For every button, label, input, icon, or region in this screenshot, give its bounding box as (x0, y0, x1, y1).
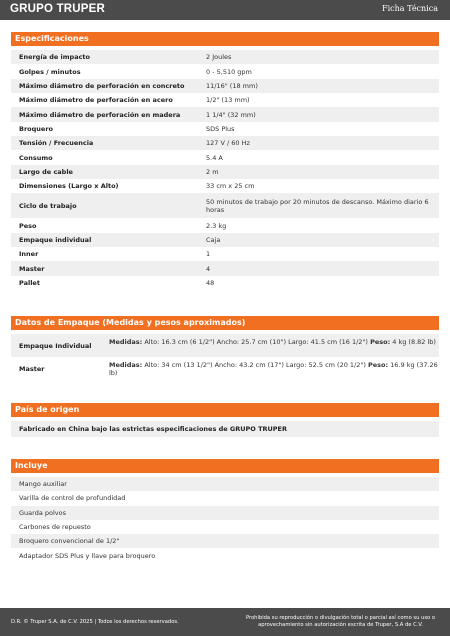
spec-row (11, 107, 439, 121)
includes-item (11, 534, 439, 548)
document-title: Ficha Técnica (382, 4, 438, 13)
spec-value: 48 (206, 278, 215, 287)
packaging-value (103, 357, 439, 380)
spec-label: Largo de cable (19, 167, 73, 176)
medidas-label: Medidas: (109, 337, 143, 346)
includes-item (11, 520, 439, 534)
spec-row (11, 122, 439, 136)
spec-row (11, 247, 439, 261)
peso-label: Peso: (370, 337, 391, 346)
spec-value: 0 - 5,510 gpm (206, 67, 252, 76)
origin-heading: País de origen (11, 403, 439, 417)
spec-label: Golpes / minutos (19, 67, 81, 76)
packaging-row (11, 334, 439, 357)
spec-label: Pallet (19, 278, 40, 287)
specifications-section (11, 32, 439, 290)
packaging-label: Empaque Individual (19, 341, 92, 350)
footer-bar (0, 608, 450, 636)
includes-item (11, 506, 439, 520)
peso-value: 16.9 kg (37.26 lb) (109, 360, 438, 377)
packaging-value (103, 334, 439, 357)
spec-row (11, 150, 439, 164)
spec-row (11, 165, 439, 179)
spec-label: Tensión / Frecuencia (19, 139, 94, 148)
brand-logo: GRUPO TRUPER (10, 3, 106, 15)
spec-value: 2 Joules (206, 53, 232, 62)
spec-value: SDS Plus (206, 124, 235, 133)
copyright-text: D.R. © Truper S.A. de C.V. 2025 | Todos los derechos reservados. (11, 619, 179, 625)
spec-label: Peso (19, 221, 37, 230)
includes-item-label: Broquero convencional de 1/2" (19, 537, 120, 546)
spec-label: Consumo (19, 153, 53, 162)
includes-item-label: Carbones de repuesto (19, 523, 91, 532)
spec-row (11, 233, 439, 247)
spec-row (11, 276, 439, 290)
spec-value: 1 (206, 250, 211, 259)
spec-row (11, 261, 439, 275)
legal-notice: Prohibida su reproducción o divulgación total o parcial así como su uso o aprovechamiento sin autorización escrita de Truper, S.A de C.V. (245, 615, 436, 628)
spec-row (11, 179, 439, 193)
spec-label: Energía de impacto (19, 53, 91, 62)
spec-label: Broquero (19, 124, 53, 133)
includes-heading: Incluye (11, 459, 439, 473)
origin-text: Fabricado en China bajo las estrictas especificaciones de GRUPO TRUPER (19, 425, 288, 433)
spec-value: 4 (206, 264, 211, 273)
medidas-value: Alto: 34 cm (13 1/2") Ancho: 43.2 cm (17") Largo: 52.5 cm (20 1/2") (144, 360, 366, 369)
spec-label: Master (19, 264, 45, 273)
spec-row (11, 193, 439, 218)
spec-value: 2 m (206, 167, 219, 176)
peso-label: Peso: (367, 360, 389, 369)
includes-item (11, 491, 439, 505)
spec-label: Máximo diámetro de perforación en madera (19, 110, 181, 119)
spec-label: Inner (19, 250, 39, 259)
spec-row (11, 218, 439, 232)
header-bar (0, 0, 450, 20)
origin-row (11, 421, 439, 437)
spec-value: 50 minutos de trabajo por 20 minutos de descanso. Máximo diario 6 horas (206, 197, 429, 214)
spec-value: 1/2" (13 mm) (206, 96, 250, 105)
includes-item-label: Guarda polvos (19, 508, 66, 517)
specifications-heading: Especificaciones (11, 32, 439, 46)
packaging-label: Master (19, 364, 45, 373)
spec-label: Ciclo de trabajo (19, 201, 77, 210)
spec-row (11, 136, 439, 150)
spec-value: 33 cm x 25 cm (206, 182, 255, 191)
includes-item-label: Varilla de control de profundidad (19, 494, 126, 503)
spec-row (11, 64, 439, 78)
spec-row (11, 50, 439, 64)
spec-row (11, 93, 439, 107)
packaging-row (11, 357, 439, 380)
includes-item-label: Mango auxiliar (19, 480, 67, 489)
spec-value: 11/16" (18 mm) (206, 81, 258, 90)
packaging-section (11, 316, 439, 380)
spec-label: Máximo diámetro de perforación en acero (19, 96, 173, 105)
spec-label: Máximo diámetro de perforación en concreto (19, 81, 185, 90)
includes-item-label: Adaptador SDS Plus y llave para broquero (19, 551, 156, 560)
includes-section (11, 459, 439, 563)
spec-value: 127 V / 60 Hz (206, 139, 250, 148)
spec-value: Caja (206, 235, 221, 244)
includes-item (11, 477, 439, 491)
medidas-value: Alto: 16.3 cm (6 1/2") Ancho: 25.7 cm (10") Largo: 41.5 cm (16 1/2") (144, 337, 368, 346)
peso-value: 4 kg (8.82 lb) (392, 337, 436, 346)
origin-section (11, 403, 439, 437)
spec-row (11, 79, 439, 93)
medidas-label: Medidas: (109, 360, 143, 369)
includes-item (11, 548, 439, 562)
spec-label: Dimensiones (Largo x Alto) (19, 182, 119, 191)
spec-value: 5.4 A (206, 153, 223, 162)
packaging-heading: Datos de Empaque (Medidas y pesos aproximados) (11, 316, 439, 330)
spec-value: 1 1/4" (32 mm) (206, 110, 256, 119)
spec-label: Empaque individual (19, 235, 92, 244)
spec-value: 2.3 kg (206, 221, 227, 230)
